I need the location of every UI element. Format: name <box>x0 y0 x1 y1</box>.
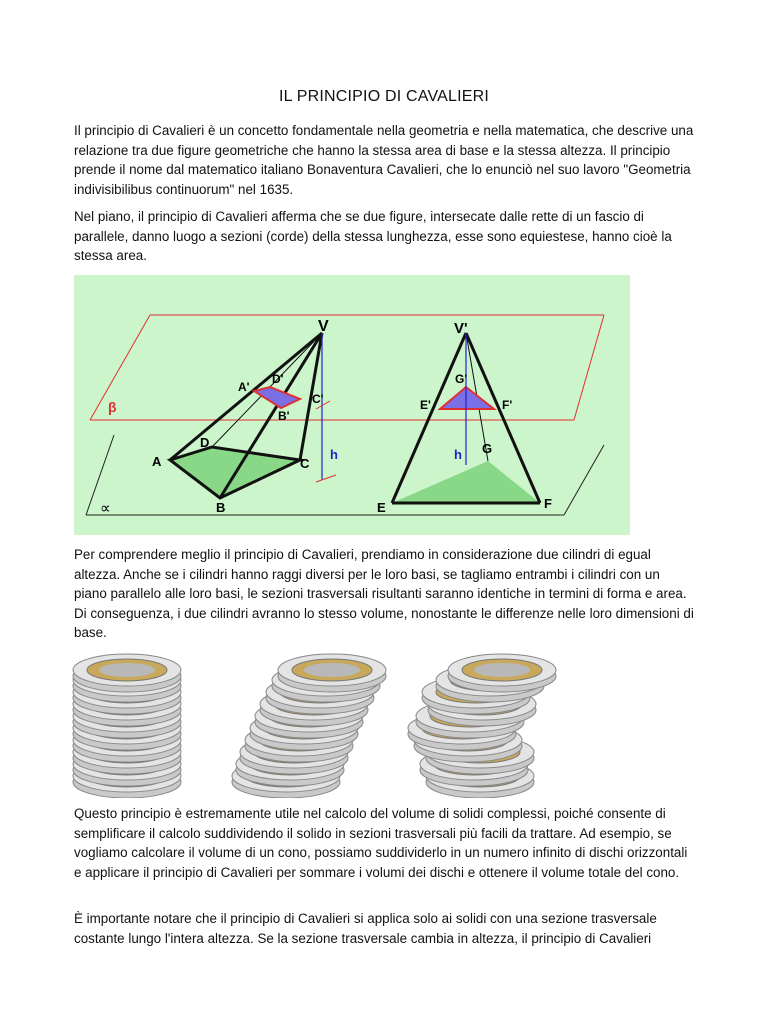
label-E: E <box>377 500 386 515</box>
pyramids-figure <box>74 275 630 535</box>
page-title: IL PRINCIPIO DI CAVALIERI <box>278 88 490 105</box>
paragraph-usage: Questo principio è estremamente utile nel calcolo del volume di solidi complessi, poiché consente di semplificare il calcolo suddividendo il solido in sezioni trasversali più facili da trattare. Ad esempio, se vogliamo calcolare il volume di un cono, possiamo suddividerlo in un numero infinito di dischi orizzontali e applicare il principio di Cavalieri per sommare i volumi dei dischi e ottenere il volume totale del cono. <box>74 806 688 880</box>
label-C: C <box>300 456 310 471</box>
label-F-prime: F' <box>502 398 513 412</box>
coin-stack-irregular <box>408 654 556 798</box>
label-D: D <box>200 435 210 450</box>
paragraph-intro: Il principio di Cavalieri è un concetto fondamentale nella geometria e nella matematica, che descrive una relazione tra due figure geometriche che hanno la stessa area di base e la stessa altezza. Il principio prende il nome dal matematico italiano Bonaventura Cavalieri, che lo enunciò nel suo lavoro "Geometria indivisibilibus continuorum" nel 1635. <box>74 123 694 197</box>
label-h-left: h <box>330 447 338 462</box>
paragraph-cylinders: Per comprendere meglio il principio di Cavalieri, prendiamo in considerazione due cilindri di egual altezza. Anche se i cilindri hanno raggi diversi per le loro basi, se tagliamo entrambi i cilindri con un piano parallelo alle loro basi, le sezioni trasversali risultanti saranno identiche in termini di forma e area. Di conseguenza, i due cilindri avranno lo stesso volume, nonostante le differenze nelle loro dimensioni di base. <box>74 547 694 641</box>
label-A-prime: A' <box>238 380 250 394</box>
label-G: G <box>482 441 493 456</box>
label-E-prime: E' <box>420 398 431 412</box>
coin-stack-straight <box>73 654 181 798</box>
label-G-prime: G' <box>455 372 468 386</box>
paragraph-note: È importante notare che il principio di Cavalieri si applica solo ai solidi con una sezione trasversale costante lungo l'intera altezza. Se la sezione trasversale cambia in altezza, il principio di Cavalieri <box>74 911 657 946</box>
label-F: F <box>544 496 552 511</box>
label-B: B <box>216 500 226 515</box>
coin-stacks-figure <box>70 648 570 798</box>
paragraph-plane: Nel piano, il principio di Cavalieri afferma che se due figure, intersecate dalle rette di un fascio di parallele, danno luogo a sezioni (corde) della stessa lunghezza, esse sono equiestese, hanno cioè la stessa area. <box>74 209 672 264</box>
label-h-right: h <box>454 447 462 462</box>
label-alpha: ∝ <box>100 500 111 517</box>
label-A: A <box>152 454 162 469</box>
label-V: V <box>318 318 329 335</box>
label-beta: β <box>108 399 117 415</box>
label-D-prime: D' <box>272 372 284 386</box>
coin-stack-slanted <box>232 654 386 798</box>
label-V-prime: V' <box>454 320 468 337</box>
label-C-prime: C' <box>312 392 324 406</box>
label-B-prime: B' <box>278 409 290 423</box>
